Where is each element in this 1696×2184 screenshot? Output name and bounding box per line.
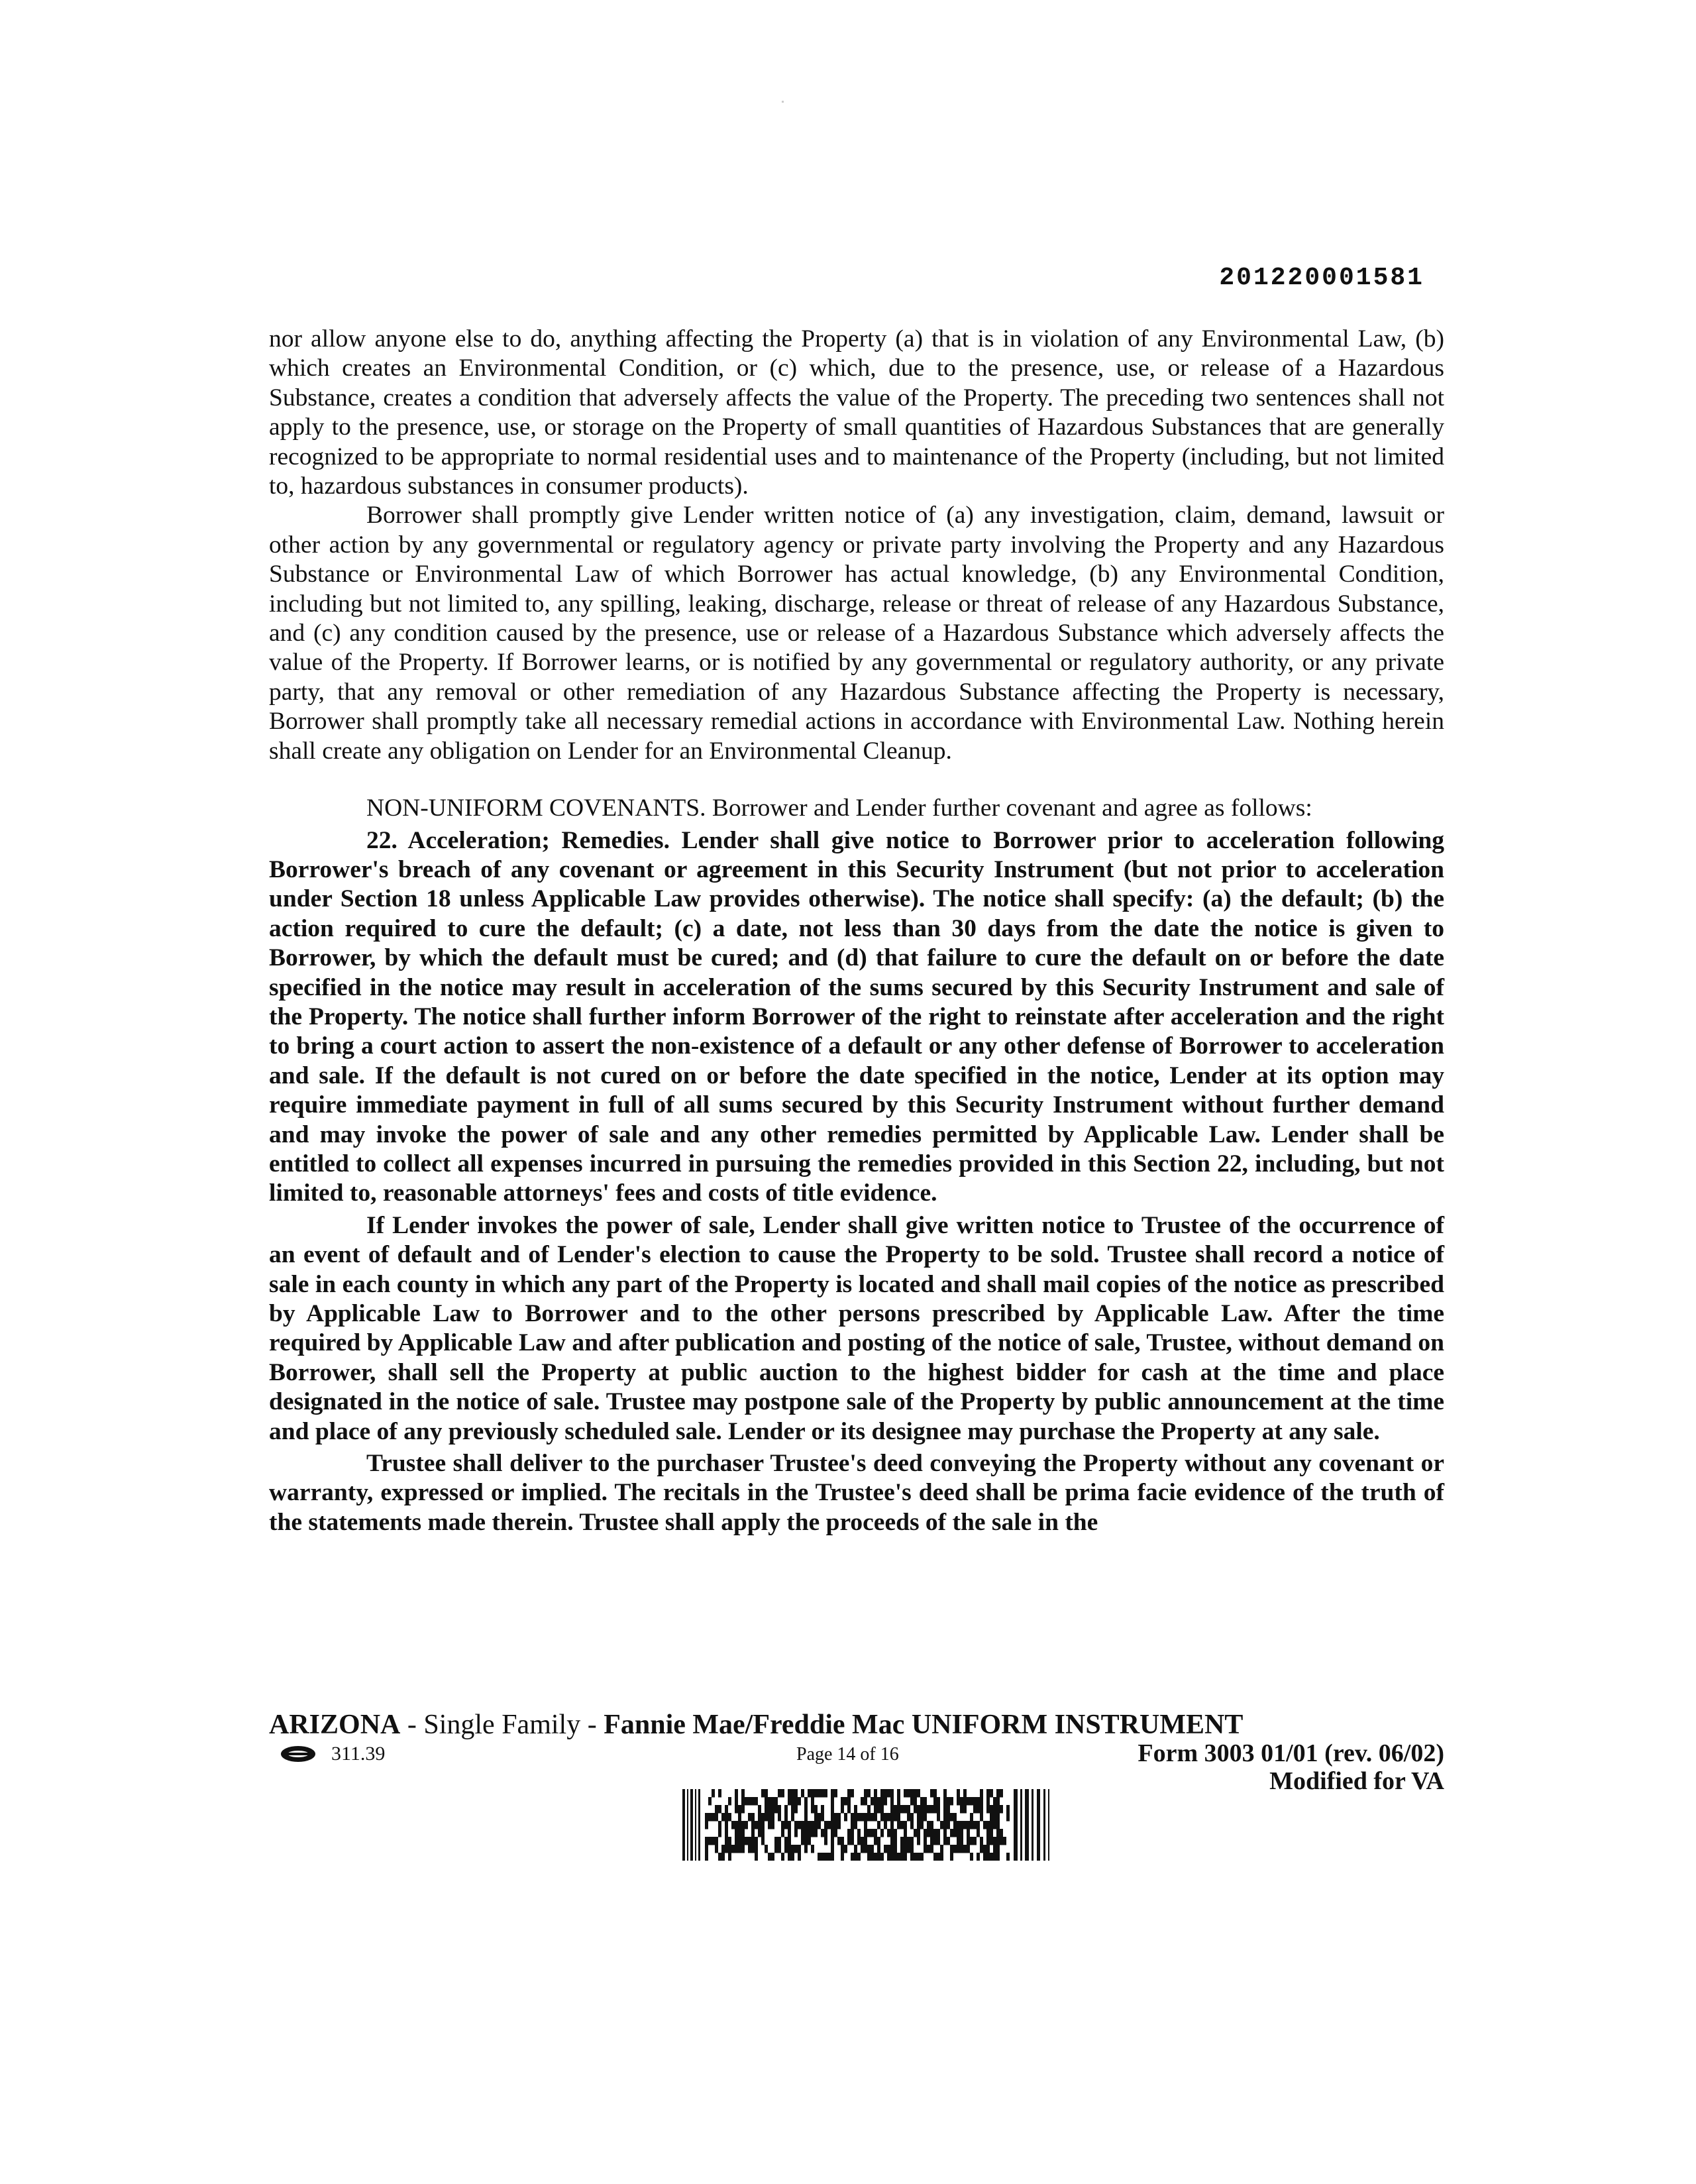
footer-info-row [269,1739,1444,1795]
form-family: Single Family [423,1710,581,1740]
form-footer [269,1708,1444,1795]
vmp-logo-icon [280,1745,317,1763]
form-separator: - [400,1710,424,1740]
document-body [269,325,1444,1537]
form-number: Form 3003 01/01 (rev. 06/02) [1138,1739,1444,1767]
document-number: 201220001581 [1219,264,1424,292]
scan-speck [782,101,784,103]
barcode [682,1789,1051,1861]
form-instrument: Fannie Mae/Freddie Mac UNIFORM INSTRUMENT [604,1710,1244,1740]
page-number: Page 14 of 16 [796,1744,899,1765]
barcode-pattern [705,1789,1010,1861]
form-title [269,1708,1444,1741]
paragraph-acceleration-remedies: 22. Acceleration; Remedies. Lender shall give notice to Borrower prior to acceleration following Borrower's breach of any covenant or agreement in this Security Instrument (but not prior to acceleration under Section 18 unless Applicable Law provides otherwise). The notice shall specify: (a) the default; (b) the action required to cure the default; (c) a date, not less than 30 days from the date the notice is given to Borrower, by which the default must be cured; and (d) that failure to cure the default on or before the date specified in the notice may result in acceleration of the sums secured by this Security Instrument and sale of the Property. The notice shall further inform Borrower of the right to reinstate after acceleration and the right to bring a court action to assert the non-existence of a default or any other defense of Borrower to acceleration and sale. If the default is not cured on or before the date specified in the notice, Lender at its option may require immediate payment in full of all sums secured by this Security Instrument without further demand and may invoke the power of sale and any other remedies permitted by Applicable Law. Lender shall be entitled to collect all expenses incurred in pursuing the remedies provided in this Section 22, including, but not limited to, reasonable attorneys' fees and costs of title evidence. [269,826,1444,1207]
paragraph-trustee-deed: Trustee shall deliver to the purchaser Trustee's deed conveying the Property without any covenant or warranty, expressed or implied. The recitals in the Trustee's deed shall be prima facie evidence of the truth of the statements made therein. Trustee shall apply the proceeds of the sale in the [269,1450,1444,1536]
lender-code [280,1743,385,1765]
form-separator: - [580,1710,604,1740]
form-state: ARIZONA [269,1710,401,1740]
paragraph-non-uniform-covenants: NON-UNIFORM COVENANTS. Borrower and Lender further covenant and agree as follows: [366,794,1312,822]
form-modified-note: Modified for VA [1269,1767,1444,1795]
paragraph-power-of-sale: If Lender invokes the power of sale, Lender shall give written notice to Trustee of the occurrence of an event of default and of Lender's election to cause the Property to be sold. Trustee shall record a notice of sale in each county in which any part of the Property is located and shall mail copies of the notice as prescribed by Applicable Law to Borrower and to the other persons prescribed by Applicable Law. After the time required by Applicable Law and after publication and posting of the notice of sale, Trustee, without demand on Borrower, shall sell the Property at public auction to the highest bidder for cash at the time and place designated in the notice of sale. Trustee may postpone sale of the Property by public announcement at the time and place of any previously scheduled sale. Lender or its designee may purchase the Property at any sale. [269,1211,1444,1445]
paragraph-borrower-notice: Borrower shall promptly give Lender written notice of (a) any investigation, claim, demand, lawsuit or other action by any governmental or regulatory agency or private party involving the Property and any Hazardous Substance or Environmental Law of which Borrower has actual knowledge, (b) any Environmental Condition, including but not limited to, any spilling, leaking, discharge, release or threat of release of any Hazardous Substance, and (c) any condition caused by the presence, use or release of a Hazardous Substance which adversely affects the value of the Property. If Borrower learns, or is notified by any governmental or regulatory authority, or any private party, that any removal or other remediation of any Hazardous Substance affecting the Property is necessary, Borrower shall promptly take all necessary remedial actions in accordance with Environmental Law. Nothing herein shall create any obligation on Lender for an Environmental Cleanup. [269,502,1444,765]
lender-code-value: 311.39 [331,1743,386,1765]
paragraph-environmental-law: nor allow anyone else to do, anything affecting the Property (a) that is in violation of any Environmental Law, (b) which creates an Environmental Condition, or (c) which, due to the presence, use, or release of a Hazardous Substance, creates a condition that adversely affects the value of the Property. The preceding two sentences shall not apply to the presence, use, or storage on the Property of small quantities of Hazardous Substances that are generally recognized to be appropriate to normal residential uses and to maintenance of the Property (including, but not limited to, hazardous substances in consumer products). [269,325,1444,500]
